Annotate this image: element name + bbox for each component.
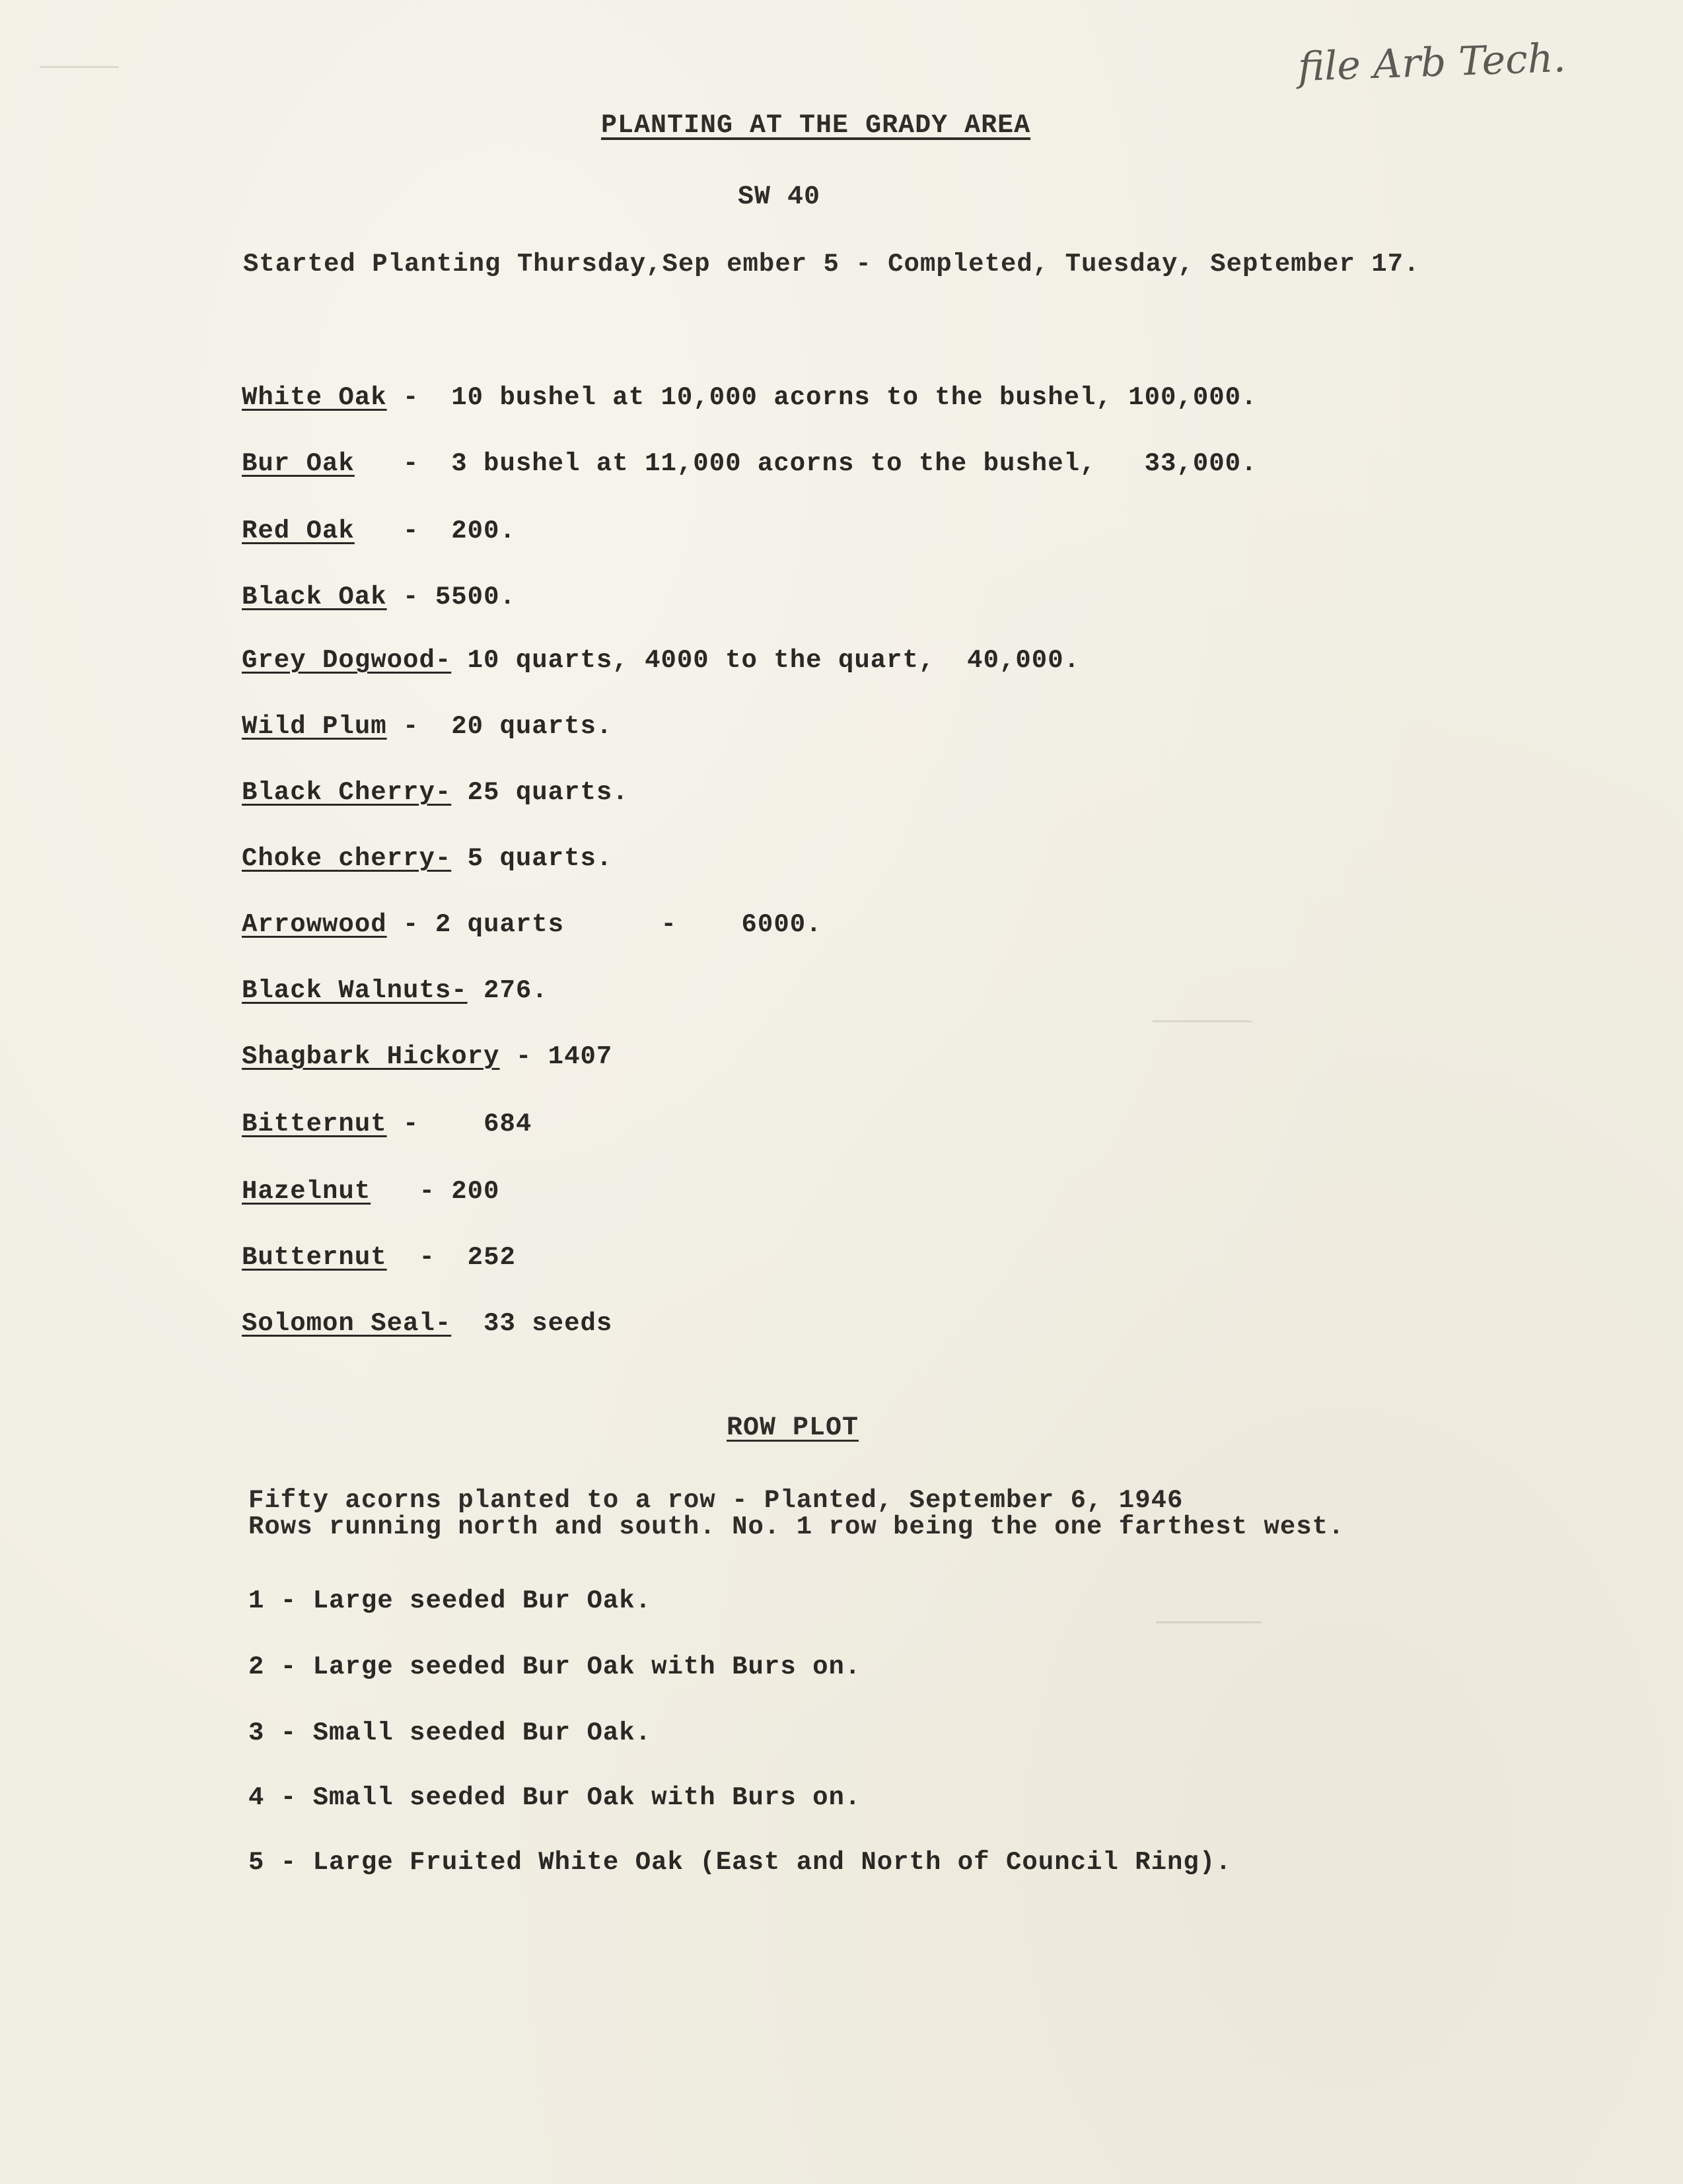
planting-item (242, 449, 1257, 478)
document-subtitle: SW 40 (738, 182, 821, 212)
row-plot-item: 5 - Large Fruited White Oak (East and North of Council Ring). (248, 1848, 1232, 1877)
species-name: Choke cherry- (242, 844, 452, 873)
planting-item (242, 778, 629, 807)
row-plot-title: ROW PLOT (727, 1413, 859, 1443)
species-name: White Oak (242, 383, 387, 412)
row-plot-item: 4 - Small seeded Bur Oak with Burs on. (248, 1783, 861, 1812)
species-name: Arrowwood (242, 910, 387, 939)
paper-mark (1153, 1020, 1252, 1022)
planting-item (242, 844, 612, 873)
species-detail: - 1407 (499, 1042, 613, 1071)
species-detail: - 10 bushel at 10,000 acorns to the bushel, 100,000. (386, 383, 1258, 412)
species-name: Grey Dogwood- (242, 646, 452, 675)
planting-item (242, 582, 516, 612)
paper-mark (40, 66, 119, 68)
species-name: Bitternut (242, 1110, 387, 1139)
species-detail: - 20 quarts. (386, 712, 613, 741)
planting-item (242, 712, 612, 741)
species-name: Red Oak (242, 516, 355, 546)
row-plot-intro: Rows running north and south. No. 1 row being the one farthest west. (248, 1512, 1345, 1541)
planting-item (242, 910, 822, 939)
species-detail: 276. (467, 976, 548, 1005)
row-plot-item: 2 - Large seeded Bur Oak with Burs on. (248, 1652, 861, 1681)
species-detail: - 2 quarts - 6000. (386, 910, 822, 939)
planting-item (242, 1042, 612, 1071)
species-name: Hazelnut (242, 1177, 371, 1206)
row-plot-intro: Fifty acorns planted to a row - Planted, September 6, 1946 (248, 1486, 1184, 1515)
document-title: PLANTING AT THE GRADY AREA (601, 111, 1031, 141)
species-name: Butternut (242, 1243, 387, 1272)
species-name: Black Cherry- (242, 778, 452, 807)
planting-item (242, 976, 548, 1005)
species-detail: 5 quarts. (451, 844, 613, 873)
species-name: Bur Oak (242, 449, 355, 478)
planting-item (242, 516, 516, 546)
species-detail: - 684 (386, 1110, 532, 1139)
species-name: Black Oak (242, 582, 387, 612)
species-name: Black Walnuts- (242, 976, 468, 1005)
species-detail: - 200 (371, 1177, 500, 1206)
planting-item (242, 383, 1257, 412)
species-name: Solomon Seal- (242, 1309, 452, 1338)
planting-item (242, 1110, 532, 1139)
row-plot-item: 3 - Small seeded Bur Oak. (248, 1718, 652, 1747)
planting-item (242, 1243, 516, 1272)
row-plot-item: 1 - Large seeded Bur Oak. (248, 1586, 652, 1615)
species-detail: - 252 (386, 1243, 516, 1272)
planting-dates: Started Planting Thursday,Sep ember 5 - Completed, Tuesday, September 17. (243, 250, 1420, 279)
species-detail: - 5500. (386, 582, 516, 612)
paper-mark (1156, 1621, 1262, 1623)
planting-item (242, 1309, 612, 1338)
species-detail: - 3 bushel at 11,000 acorns to the bushel, 33,000. (354, 449, 1258, 478)
species-detail: 25 quarts. (451, 778, 629, 807)
planting-item (242, 1177, 499, 1206)
species-detail: - 200. (354, 516, 516, 546)
species-name: Shagbark Hickory (242, 1042, 500, 1071)
species-detail: 33 seeds (451, 1309, 613, 1338)
handwritten-note: file Arb Tech. (1297, 34, 1567, 91)
species-detail: 10 quarts, 4000 to the quart, 40,000. (451, 646, 1080, 675)
planting-item (242, 646, 1080, 675)
species-name: Wild Plum (242, 712, 387, 741)
